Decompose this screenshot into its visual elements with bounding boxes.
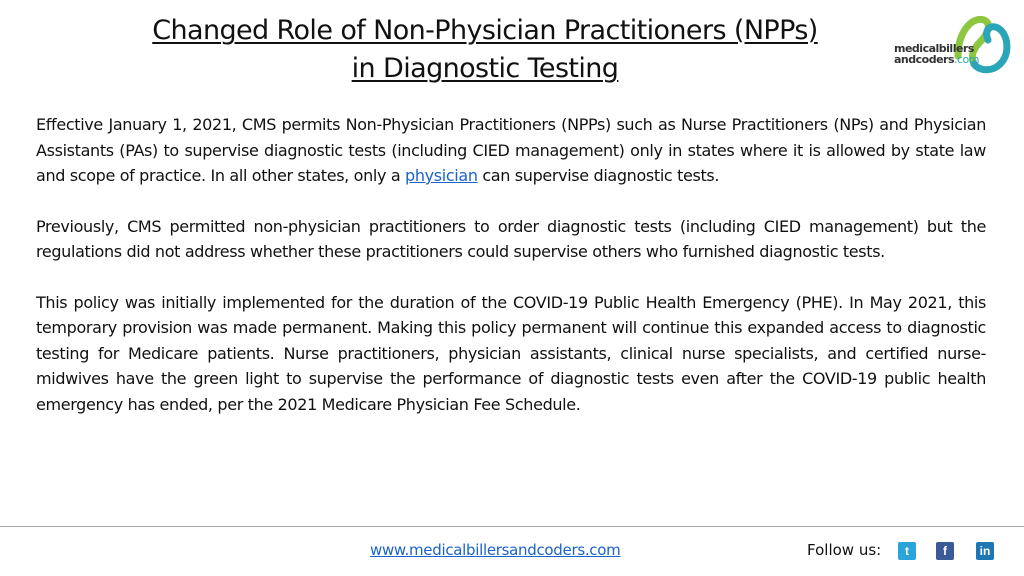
footer-divider — [0, 526, 1024, 527]
logo-wordmark: medicalbillers andcoders.com — [894, 42, 980, 66]
twitter-icon[interactable]: t — [898, 542, 916, 560]
facebook-icon[interactable]: f — [936, 542, 954, 560]
company-logo[interactable] — [890, 12, 1018, 76]
website-link[interactable]: www.medicalbillersandcoders.com — [370, 541, 621, 559]
paragraph-3: This policy was initially implemented for the duration of the COVID-19 Public Health Emergency (PHE). In May 2021, this temporary provision was made permanent. Making this policy permanent will continue this expanded access to diagnostic testing for Medicare patients. Nurse practitioners, physician assistants, clinical nurse specialists, and certified nurse-midwives have the green light to supervise the performance of diagnostic tests even after the COVID-19 public health emergency has ended, per the 2021 Medicare Physician Fee Schedule. — [36, 292, 986, 414]
physician-link[interactable]: physician — [405, 166, 478, 185]
title-line-1: Changed Role of Non-Physician Practitioners (NPPs) — [152, 15, 818, 46]
article-body — [36, 112, 986, 442]
follow-us-label: Follow us: — [807, 541, 882, 559]
paragraph-2: Previously, CMS permitted non-physician practitioners to order diagnostic tests (including CIED management) but the regulations did not address whether these practitioners could supervise others who furnished diagnostic tests. — [36, 216, 986, 261]
page-title — [40, 12, 930, 88]
title-line-2: in Diagnostic Testing — [351, 53, 619, 84]
linkedin-icon[interactable]: in — [976, 542, 994, 560]
paragraph-1: Effective January 1, 2021, CMS permits Non-Physician Practitioners (NPPs) such as Nurse Practitioners (NPs) and Physician Assistants (PAs) to supervise diagnostic tests (including CIED management) only in states where it is allowed by state law and scope of practice. In all other states, only a physician can supervise diagnostic tests. — [36, 115, 986, 185]
